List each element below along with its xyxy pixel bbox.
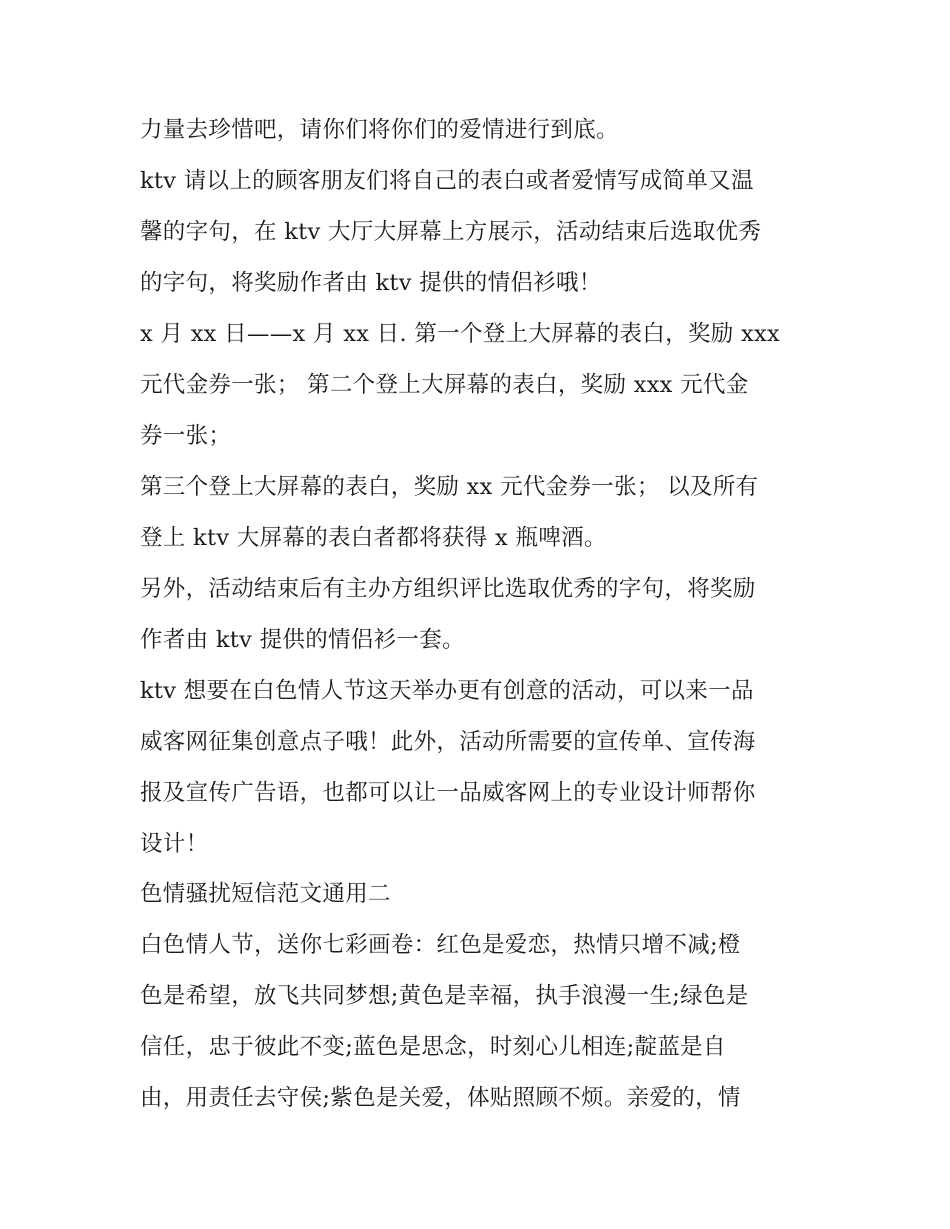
text-line: 的字句，将奖励作者由 ktv 提供的情侣衫哦！	[140, 270, 602, 296]
text-line: 报及宣传广告语，也都可以让一品威客网上的专业设计师帮你	[140, 780, 756, 806]
text-line: 色是希望，放飞共同梦想;黄色是幸福，执手浪漫一生;绿色是	[140, 983, 749, 1009]
text-line: 白色情人节，送你七彩画卷：红色是爱恋，热情只增不减;橙	[140, 932, 741, 958]
text-line: 作者由 ktv 提供的情侣衫一套。	[140, 627, 465, 653]
text-line: 另外，活动结束后有主办方组织评比选取优秀的字句，将奖励	[140, 576, 756, 602]
text-line: 设计！	[140, 831, 209, 857]
text-line: 第三个登上大屏幕的表白，奖励 xx 元代金券一张； 以及所有	[140, 474, 759, 500]
text-line: x 月 xx 日——x 月 xx 日. 第一个登上大屏幕的表白，奖励 xxx	[140, 321, 780, 347]
section-heading: 色情骚扰短信范文通用二	[140, 881, 391, 907]
text-line: ktv 想要在白色情人节这天举办更有创意的活动，可以来一品	[140, 678, 754, 704]
text-line: 馨的字句，在 ktv 大厅大屏幕上方展示，活动结束后选取优秀	[140, 219, 762, 245]
text-line: 元代金券一张； 第二个登上大屏幕的表白，奖励 xxx 元代金	[140, 372, 749, 398]
text-line: 由，用责任去守侯;紫色是关爱，体贴照顾不烦。亲爱的，情	[140, 1085, 741, 1111]
text-line: 券一张；	[140, 423, 232, 449]
text-line: ktv 请以上的顾客朋友们将自己的表白或者爱情写成简单又温	[140, 168, 754, 194]
text-line: 力量去珍惜吧，请你们将你们的爱情进行到底。	[140, 117, 619, 143]
text-line: 登上 ktv 大屏幕的表白者都将获得 x 瓶啤酒。	[140, 525, 607, 551]
text-line: 信任，忠于彼此不变;蓝色是思念，时刻心儿相连;靛蓝是自	[140, 1034, 726, 1060]
text-line: 威客网征集创意点子哦！此外，活动所需要的宣传单、宣传海	[140, 729, 756, 755]
